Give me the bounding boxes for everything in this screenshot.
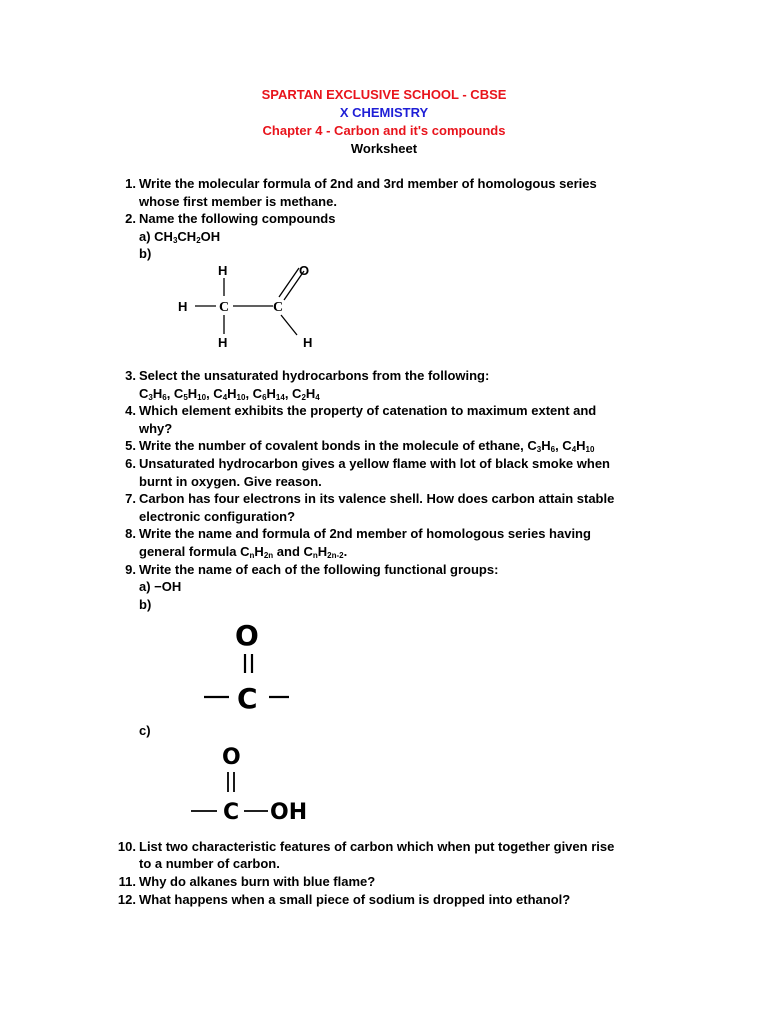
option-c-label: c) <box>139 723 151 739</box>
question-text: whose first member is methane. <box>139 193 337 209</box>
option-b-label: b) <box>139 596 152 612</box>
hydrocarbon-formula: $C_6H_{14}$, <box>252 385 293 402</box>
question-text: burnt in oxygen. Give reason. <box>139 473 322 489</box>
option-b-label: b) <box>139 246 152 262</box>
question-text: List two characteristic features of carbon which when put together given rise <box>139 838 615 854</box>
question-text: Write the number of covalent bonds in the molecule of ethane, $C_3H_6$, $C_4H_{10}$ <box>139 438 595 455</box>
worksheet-header <box>0 86 768 158</box>
formula-list <box>139 385 676 403</box>
question-number: 6. <box>125 455 136 471</box>
hydrocarbon-formula: $C_5H_{10}$, <box>173 385 214 402</box>
question-number: 10. <box>117 838 136 854</box>
subject-title: X CHEMISTRY <box>339 105 429 120</box>
question-6 <box>116 455 676 490</box>
question-number: 5. <box>125 438 136 454</box>
question-text: Unsaturated hydrocarbon gives a yellow flame with lot of black smoke when <box>139 455 611 471</box>
question-text: why? <box>139 420 173 436</box>
question-number: 3. <box>125 367 136 383</box>
atom-h: H <box>303 334 313 350</box>
question-number: 1. <box>125 176 136 191</box>
question-text: Carbon has four electrons in its valence shell. How does carbon attain stable <box>139 491 615 507</box>
atom-c: C <box>237 682 258 716</box>
question-text: Which element exhibits the property of catenation to maximum extent and <box>139 403 597 419</box>
chapter-title: Chapter 4 - Carbon and it's compounds <box>262 123 506 138</box>
question-2 <box>116 210 676 367</box>
question-list <box>116 175 676 908</box>
question-text: Write the name of each of the following functional groups: <box>139 561 499 577</box>
hydrocarbon-formula: $C_3H_6$, <box>139 385 174 402</box>
atom-c: C <box>273 299 284 315</box>
question-text: What happens when a small piece of sodium is dropped into ethanol? <box>139 891 571 907</box>
question-10 <box>116 838 676 873</box>
hydroxyl-label: OH <box>270 799 308 825</box>
question-number: 12. <box>117 891 136 907</box>
atom-h: H <box>178 298 188 314</box>
question-number: 7. <box>125 491 136 507</box>
atom-o: O <box>222 744 241 770</box>
question-number: 8. <box>125 526 136 542</box>
atom-h: H <box>218 334 228 350</box>
question-text: Select the unsaturated hydrocarbons from the following: <box>139 367 490 383</box>
question-1 <box>116 175 676 210</box>
question-5 <box>116 437 676 455</box>
question-9 <box>116 561 676 838</box>
question-3 <box>116 367 676 402</box>
question-11 <box>116 873 676 891</box>
question-text: Why do alkanes burn with blue flame? <box>139 874 376 890</box>
question-4 <box>116 402 676 437</box>
question-12 <box>116 891 676 909</box>
hydrocarbon-formula: $C_2H_4$ <box>292 385 320 402</box>
atom-c: C <box>219 299 230 315</box>
question-8 <box>116 525 676 560</box>
question-text: Write the molecular formula of 2nd and 3rd member of homologous series <box>139 176 597 191</box>
atom-c: C <box>223 799 240 825</box>
atom-o: O <box>299 262 310 278</box>
question-text: Write the name and formula of 2nd member of homologous series having <box>139 526 591 542</box>
question-text: Name the following compounds <box>139 211 336 227</box>
question-number: 9. <box>125 561 136 577</box>
question-text: electronic configuration? <box>139 508 296 524</box>
question-number: 11. <box>118 874 136 890</box>
option-a: a) −OH <box>139 579 182 595</box>
school-name: SPARTAN EXCLUSIVE SCHOOL - CBSE <box>261 87 507 102</box>
atom-o: O <box>235 619 259 653</box>
document-type: Worksheet <box>350 141 418 156</box>
question-number: 4. <box>125 403 136 419</box>
hydrocarbon-formula: $C_4H_{10}$, <box>213 385 253 402</box>
question-text: to a number of carbon. <box>139 856 280 872</box>
carbonyl-group-structure <box>179 613 676 722</box>
carboxyl-group-structure <box>165 740 676 838</box>
question-7 <box>116 490 676 525</box>
option-a: a) $CH_3CH_2OH$ <box>139 228 221 245</box>
question-number: 2. <box>125 211 136 227</box>
acetaldehyde-structure <box>159 263 676 367</box>
question-text: general formula $C_nH_{2n}$ and $C_nH_{2n-2}$. <box>139 543 348 560</box>
atom-h: H <box>218 262 228 278</box>
